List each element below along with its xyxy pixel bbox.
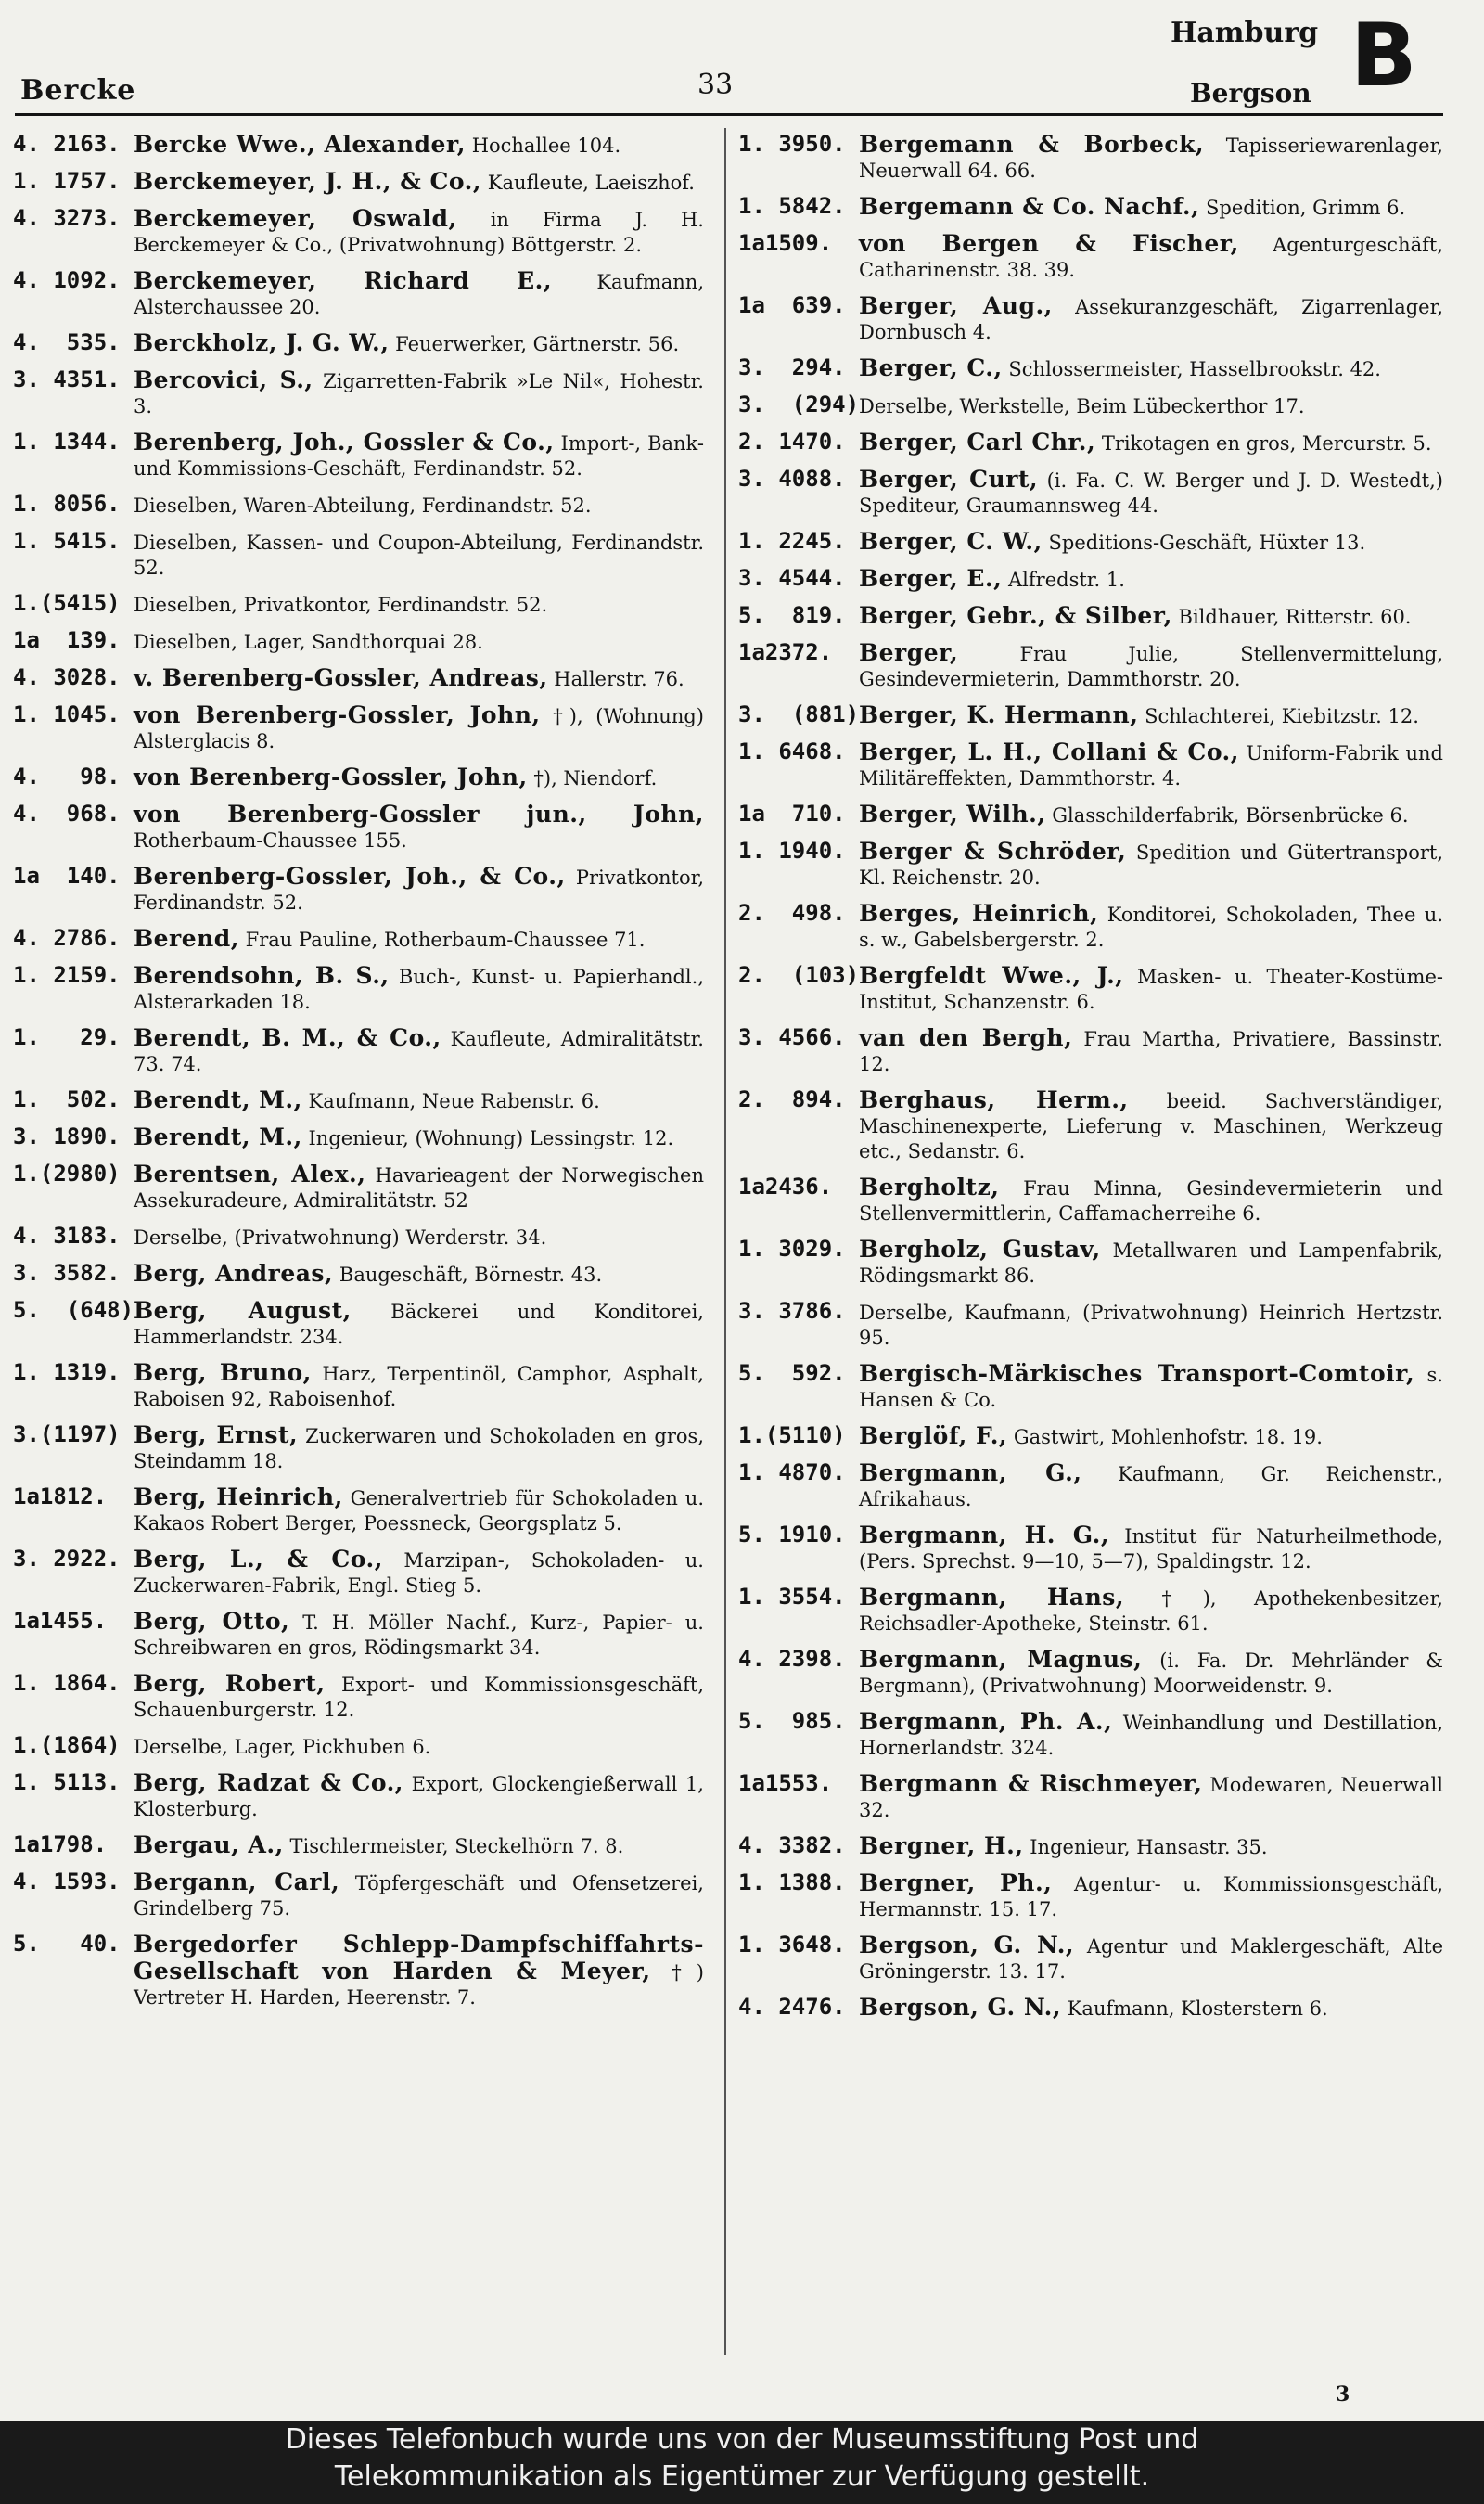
phone-number: 2. (103): [738, 962, 860, 988]
subscriber-name: Berger, Wilh.,: [859, 801, 1046, 828]
phone-number: 4. 3028.: [13, 664, 121, 690]
phone-number: 1.(5415): [13, 590, 121, 616]
subscriber-details: Bäckerei und Konditorei, Hammerlandstr. 234.: [134, 1301, 704, 1348]
directory-entry: [738, 1870, 1443, 1922]
subscriber-name: Bergmann, H. G.,: [859, 1522, 1110, 1548]
phone-number: 3. 3582.: [13, 1260, 121, 1286]
directory-entry: [738, 702, 1443, 729]
directory-entry: [738, 1709, 1443, 1761]
subscriber-details: Buch-, Kunst- u. Papierhandl., Alsterarkaden 18.: [134, 966, 704, 1013]
phone-number: 5. 592.: [738, 1360, 846, 1386]
phone-number: 5. 1910.: [738, 1522, 846, 1547]
phone-number: 2. 894.: [738, 1086, 846, 1112]
directory-entry: [13, 430, 704, 482]
subscriber-name: Berger, C. W.,: [859, 528, 1043, 555]
subscriber-details: Weinhandlung und Destillation, Hornerlandstr. 324.: [859, 1712, 1443, 1759]
directory-entry: [738, 1933, 1443, 1984]
subscriber-details: Rotherbaum-Chaussee 155.: [134, 829, 407, 852]
phone-number: 1. 3648.: [738, 1932, 846, 1958]
subscriber-name: Berg, Andreas,: [134, 1260, 334, 1287]
subscriber-details: Dieselben, Privatkontor, Ferdinandstr. 52.: [134, 594, 548, 616]
subscriber-details: in Firma J. H. Berckemeyer & Co., (Privatwohnung) Böttgerstr. 2.: [134, 209, 704, 256]
directory-entry: [13, 926, 704, 953]
subscriber-name: Berger & Schröder,: [859, 838, 1127, 865]
subscriber-details: Kaufmann, Neue Rabenstr. 6.: [308, 1090, 600, 1112]
directory-entry: [13, 628, 704, 655]
subscriber-details: Glasschilderfabrik, Börsenbrücke 6.: [1052, 804, 1409, 827]
page-number: 33: [697, 69, 734, 101]
phone-number: 1.(2980): [13, 1161, 121, 1187]
subscriber-details: Frau Pauline, Rotherbaum-Chaussee 71.: [245, 929, 646, 951]
subscriber-name: Bergmann, Ph. A.,: [859, 1708, 1113, 1735]
directory-entry: [738, 802, 1443, 828]
phone-number: 3. 1890.: [13, 1124, 121, 1149]
phone-number: 3. 4351.: [13, 366, 121, 392]
subscriber-details: Export, Glockengießerwall 1, Klosterburg.: [134, 1773, 704, 1820]
header-left-keyword: Bercke: [20, 74, 136, 107]
phone-number: 4. 2398.: [738, 1646, 846, 1672]
subscriber-name: Berghaus, Herm.,: [859, 1086, 1129, 1113]
directory-entry: [13, 764, 704, 791]
directory-entry: [738, 355, 1443, 382]
subscriber-details: Privatkontor, Ferdinandstr. 52.: [134, 867, 704, 914]
directory-entry: [738, 1299, 1443, 1351]
phone-number: 1a2372.: [738, 639, 833, 665]
subscriber-details: Schlachterei, Kiebitzstr. 12.: [1145, 705, 1419, 727]
subscriber-details: Export- und Kommissionsgeschäft, Schauenburgerstr. 12.: [134, 1674, 704, 1721]
directory-entry: [13, 1422, 704, 1474]
phone-number: 1. 1045.: [13, 701, 121, 727]
subscriber-details: Harz, Terpentinöl, Camphor, Asphalt, Raboisen 92, Raboisenhof.: [134, 1363, 704, 1410]
subscriber-details: Baugeschäft, Börnestr. 43.: [339, 1264, 603, 1286]
subscriber-details: Dieselben, Waren-Abteilung, Ferdinandstr. 52.: [134, 494, 592, 517]
phone-number: 5. 985.: [738, 1708, 846, 1734]
phone-number: 1. 8056.: [13, 491, 121, 517]
subscriber-details: Schlossermeister, Hasselbrookstr. 42.: [1008, 358, 1381, 380]
subscriber-name: Berger, E.,: [859, 565, 1003, 592]
left-column: [13, 132, 704, 2010]
phone-number: 1. 6468.: [738, 738, 846, 764]
directory-entry: [738, 467, 1443, 519]
subscriber-details: Gastwirt, Mohlenhofstr. 18. 19.: [1013, 1426, 1323, 1448]
subscriber-name: Berg, L., & Co.,: [134, 1546, 383, 1573]
subscriber-name: Berg, Bruno,: [134, 1359, 312, 1386]
subscriber-name: Bergholtz,: [859, 1174, 1000, 1201]
subscriber-details: Agenturgeschäft, Catharinenstr. 38. 39.: [859, 234, 1443, 281]
subscriber-details: Tapisseriewarenlager, Neuerwall 64. 66.: [859, 135, 1443, 182]
subscriber-name: Bergmann, Magnus,: [859, 1646, 1143, 1673]
subscriber-name: Bercke Wwe., Alexander,: [134, 131, 466, 158]
directory-entry: [738, 1361, 1443, 1413]
subscriber-details: Masken- u. Theater-Kostüme-Institut, Schanzenstr. 6.: [859, 966, 1443, 1013]
subscriber-details: Alfredstr. 1.: [1008, 569, 1125, 591]
subscriber-details: (i. Fa. C. W. Berger und J. D. Westedt,) Spediteur, Graumannsweg 44.: [859, 469, 1443, 517]
directory-entry: [13, 330, 704, 357]
phone-number: 1a 710.: [738, 801, 846, 827]
subscriber-details: T. H. Möller Nachf., Kurz-, Papier- u. Schreibwaren en gros, Rödingsmarkt 34.: [134, 1612, 704, 1659]
subscriber-name: Berckemeyer, J. H., & Co.,: [134, 168, 482, 195]
subscriber-details: Kaufmann, Gr. Reichenstr., Afrikahaus.: [859, 1463, 1443, 1510]
subscriber-name: Bergau, A.,: [134, 1831, 284, 1858]
subscriber-details: Speditions-Geschäft, Hüxter 13.: [1048, 532, 1366, 554]
directory-entry: [738, 1995, 1443, 2022]
subscriber-details: Marzipan-, Schokoladen- u. Zuckerwaren-Fabrik, Engl. Stieg 5.: [134, 1549, 704, 1597]
directory-entry: [738, 566, 1443, 593]
directory-entry: [738, 231, 1443, 283]
directory-entry: [738, 132, 1443, 184]
header-city: Hamburg: [1171, 17, 1319, 49]
directory-entry: [13, 864, 704, 916]
subscriber-name: Bergner, Ph.,: [859, 1869, 1053, 1896]
directory-entry: [738, 640, 1443, 692]
subscriber-name: Berglöf, F.,: [859, 1422, 1008, 1449]
directory-entry: [13, 802, 704, 854]
directory-entry: [13, 1261, 704, 1288]
directory-entry: [13, 591, 704, 618]
phone-number: 3. (294): [738, 392, 860, 417]
subscriber-name: Bergfeldt Wwe., J.,: [859, 962, 1124, 989]
subscriber-name: Berendt, B. M., & Co.,: [134, 1024, 441, 1051]
subscriber-details: Dieselben, Kassen- und Coupon-Abteilung, Ferdinandstr. 52.: [134, 532, 704, 579]
phone-number: 1. 1940.: [738, 838, 846, 864]
phone-number: 5. 40.: [13, 1931, 121, 1957]
phone-number: 1.(5110): [738, 1422, 846, 1448]
phone-number: 1. 2159.: [13, 962, 121, 988]
phone-number: 1. 4870.: [738, 1459, 846, 1485]
subscriber-name: Berger, K. Hermann,: [859, 701, 1139, 728]
directory-entry: [13, 1124, 704, 1151]
phone-number: 1. 3950.: [738, 131, 846, 157]
directory-entry: [738, 430, 1443, 456]
phone-number: 4. 3183.: [13, 1223, 121, 1249]
subscriber-details: Zigarretten-Fabrik »Le Nil«, Hohestr. 3.: [134, 370, 704, 417]
subscriber-details: Bildhauer, Ritterstr. 60.: [1178, 606, 1412, 628]
phone-number: 4. 2786.: [13, 925, 121, 951]
directory-entry: [13, 1932, 704, 2010]
subscriber-details: Derselbe, Kaufmann, (Privatwohnung) Heinrich Hertzstr. 95.: [859, 1302, 1443, 1349]
directory-entry: [13, 1360, 704, 1412]
phone-number: 1a1812.: [13, 1483, 108, 1509]
subscriber-details: Frau Martha, Privatiere, Bassinstr. 12.: [859, 1028, 1443, 1075]
subscriber-name: Berger, Aug.,: [859, 292, 1053, 319]
phone-number: 1a 639.: [738, 292, 846, 318]
subscriber-name: Berg, Ernst,: [134, 1421, 299, 1448]
subscriber-name: Berger, L. H., Collani & Co.,: [859, 738, 1239, 765]
subscriber-details: Hallerstr. 76.: [554, 668, 684, 690]
subscriber-name: von Bergen & Fischer,: [859, 230, 1239, 257]
phone-number: 4. 98.: [13, 764, 121, 790]
directory-entry: [738, 1585, 1443, 1637]
phone-number: 4. 3273.: [13, 205, 121, 231]
subscriber-name: Bergholz, Gustav,: [859, 1236, 1101, 1263]
directory-entry: [13, 367, 704, 419]
subscriber-name: Berg, Robert,: [134, 1670, 326, 1697]
phone-number: 1. 1864.: [13, 1670, 121, 1696]
phone-number: 1. 1319.: [13, 1359, 121, 1385]
phone-number: 3. (881): [738, 701, 860, 727]
phone-number: 3. 4566.: [738, 1024, 846, 1050]
subscriber-name: Berenberg-Gossler, Joh., & Co.,: [134, 863, 566, 890]
subscriber-details: Generalvertrieb für Schokoladen u. Kakaos Robert Berger, Poessneck, Georgsplatz 5.: [134, 1487, 704, 1535]
directory-entry: [13, 1224, 704, 1251]
footer-line-2: Telekommunikation als Eigentümer zur Verfügung gestellt.: [334, 2460, 1150, 2493]
subscriber-name: v. Berenberg-Gossler, Andreas,: [134, 664, 548, 691]
subscriber-name: Berenberg, Joh., Gossler & Co.,: [134, 429, 555, 456]
subscriber-details: Hochallee 104.: [471, 135, 621, 157]
directory-entry: [738, 1833, 1443, 1860]
subscriber-details: Kaufleute, Admiralitätstr. 73. 74.: [134, 1028, 704, 1075]
subscriber-details: Metallwaren und Lampenfabrik, Rödingsmarkt 86.: [859, 1239, 1443, 1287]
directory-entry: [738, 293, 1443, 345]
subscriber-details: Uniform-Fabrik und Militäreffekten, Dammthorstr. 4.: [859, 742, 1443, 790]
subscriber-details: (i. Fa. Dr. Mehrländer & Bergmann), (Privatwohnung) Moorweidenstr. 9.: [859, 1650, 1443, 1697]
phone-number: 4. 3382.: [738, 1832, 846, 1858]
subscriber-name: Berg, Otto,: [134, 1608, 290, 1635]
directory-entry: [13, 1162, 704, 1213]
directory-entry: [738, 839, 1443, 891]
phone-number: 1. 5842.: [738, 193, 846, 219]
phone-number: 4. 2476.: [738, 1994, 846, 2020]
directory-entry: [13, 1484, 704, 1536]
subscriber-name: Berg, Radzat & Co.,: [134, 1769, 403, 1796]
subscriber-name: Bergmann & Rischmeyer,: [859, 1770, 1203, 1797]
subscriber-name: Bergann, Carl,: [134, 1868, 340, 1895]
directory-entry: [738, 1647, 1443, 1699]
phone-number: 3. 4544.: [738, 565, 846, 591]
directory-entry: [13, 206, 704, 258]
subscriber-details: Derselbe, (Privatwohnung) Werderstr. 34.: [134, 1226, 547, 1249]
directory-entry: [738, 1423, 1443, 1450]
phone-number: 4. 968.: [13, 801, 121, 827]
subscriber-details: Tischlermeister, Steckelhörn 7. 8.: [289, 1835, 624, 1857]
phone-number: 2. 1470.: [738, 429, 846, 455]
directory-entry: [738, 392, 1443, 419]
directory-entry: [13, 1298, 704, 1350]
footer-line-1: Dieses Telefonbuch wurde uns von der Museumsstiftung Post und: [285, 2423, 1199, 2456]
subscriber-name: Berendt, M.,: [134, 1086, 302, 1113]
subscriber-details: Feuerwerker, Gärtnerstr. 56.: [395, 333, 680, 355]
subscriber-name: Bergner, H.,: [859, 1832, 1024, 1859]
phone-number: 4. 1593.: [13, 1868, 121, 1894]
subscriber-name: Bergson, G. N.,: [859, 1994, 1062, 2021]
subscriber-name: Bergisch-Märkisches Transport-Comtoir,: [859, 1360, 1415, 1387]
subscriber-name: Berges, Heinrich,: [859, 900, 1099, 927]
footer-page-mark: 3: [1336, 2382, 1350, 2407]
directory-entry: [13, 1671, 704, 1723]
subscriber-name: Berckholz, J. G. W.,: [134, 329, 390, 356]
subscriber-details: Derselbe, Lager, Pickhuben 6.: [134, 1736, 431, 1758]
subscriber-name: von Berenberg-Gossler, John,: [134, 764, 528, 790]
directory-entry: [13, 268, 704, 320]
subscriber-details: Kaufleute, Laeiszhof.: [487, 172, 695, 194]
subscriber-name: Berger, Gebr., & Silber,: [859, 602, 1172, 629]
directory-entry: [738, 1087, 1443, 1164]
section-letter: B: [1350, 6, 1417, 107]
phone-number: 4. 2163.: [13, 131, 121, 157]
directory-entry: [13, 665, 704, 692]
phone-number: 5. (648): [13, 1297, 134, 1323]
phone-number: 2. 498.: [738, 900, 846, 926]
subscriber-name: Berger,: [859, 639, 959, 666]
phone-number: 3. 4088.: [738, 466, 846, 492]
directory-entry: [738, 1025, 1443, 1077]
subscriber-name: Berendt, M.,: [134, 1124, 302, 1150]
subscriber-details: beeid. Sachverständiger, Maschinenexperte, Lieferung v. Maschinen, Werkzeug etc., Sedanstr. 6.: [859, 1090, 1444, 1162]
subscriber-details: †), Niendorf.: [533, 767, 658, 790]
phone-number: 1. 5415.: [13, 528, 121, 554]
directory-entry: [13, 963, 704, 1015]
archive-footer: [0, 2421, 1484, 2504]
phone-number: 5. 819.: [738, 602, 846, 628]
subscriber-name: Bergemann & Borbeck,: [859, 131, 1205, 158]
phone-number: 1a 139.: [13, 627, 121, 653]
subscriber-details: Kaufmann, Klosterstern 6.: [1067, 1997, 1328, 2020]
directory-entry: [13, 1770, 704, 1822]
subscriber-details: †), Apothekenbesitzer, Reichsadler-Apotheke, Steinstr. 61.: [859, 1587, 1443, 1635]
subscriber-details: †), (Wohnung) Alsterglacis 8.: [134, 705, 704, 752]
directory-entry: [13, 132, 704, 159]
directory-entry: [13, 529, 704, 581]
subscriber-details: Töpfergeschäft und Ofensetzerei, Grindelberg 75.: [134, 1872, 704, 1920]
directory-entry: [738, 1522, 1443, 1574]
phone-number: 3. 294.: [738, 354, 846, 380]
directory-entry: [738, 963, 1443, 1015]
phone-number: 1a1509.: [738, 230, 833, 256]
header-rule: [15, 113, 1443, 116]
phone-number: 1a2436.: [738, 1174, 833, 1200]
subscriber-name: von Berenberg-Gossler jun., John,: [134, 801, 704, 828]
subscriber-name: Berckemeyer, Oswald,: [134, 205, 457, 232]
directory-entry: [738, 901, 1443, 953]
phone-number: 3.(1197): [13, 1421, 121, 1447]
directory-entry: [13, 1609, 704, 1661]
subscriber-details: Trikotagen en gros, Mercurstr. 5.: [1101, 432, 1432, 455]
subscriber-details: Import-, Bank- und Kommissions-Geschäft, Ferdinandstr. 52.: [134, 432, 705, 480]
directory-entry: [13, 1547, 704, 1599]
phone-number: 1. 5113.: [13, 1769, 121, 1795]
subscriber-details: Zuckerwaren und Schokoladen en gros, Steindamm 18.: [134, 1425, 704, 1472]
directory-entry: [738, 739, 1443, 791]
subscriber-details: Institut für Naturheilmethode, (Pers. Sprechst. 9—10, 5—7), Spaldingstr. 12.: [859, 1525, 1443, 1573]
subscriber-details: Assekuranzgeschäft, Zigarrenlager, Dornbusch 4.: [859, 296, 1443, 343]
directory-entry: [738, 1460, 1443, 1512]
subscriber-details: Modewaren, Neuerwall 32.: [859, 1774, 1443, 1821]
subscriber-name: Berckemeyer, Richard E.,: [134, 267, 553, 294]
subscriber-details: Dieselben, Lager, Sandthorquai 28.: [134, 631, 483, 653]
subscriber-details: Derselbe, Werkstelle, Beim Lübeckerthor 17.: [859, 395, 1305, 417]
subscriber-name: Berg, Heinrich,: [134, 1483, 343, 1510]
subscriber-name: Berger, Curt,: [859, 466, 1039, 493]
phone-number: 3. 3786.: [738, 1298, 846, 1324]
directory-entry: [738, 1771, 1443, 1823]
subscriber-details: Spedition, Grimm 6.: [1206, 197, 1406, 219]
subscriber-details: Frau Julie, Stellenvermittelung, Gesindevermieterin, Dammthorstr. 20.: [859, 643, 1443, 690]
right-column: [738, 132, 1443, 2022]
subscriber-name: Berg, August,: [134, 1297, 352, 1324]
directory-entry: [13, 169, 704, 196]
subscriber-details: †) Vertreter H. Harden, Heerenstr. 7.: [134, 1961, 704, 2009]
phone-number: 1. 2245.: [738, 528, 846, 554]
subscriber-name: Bergemann & Co. Nachf.,: [859, 193, 1200, 220]
phone-number: 1a1553.: [738, 1770, 833, 1796]
directory-entry: [738, 529, 1443, 556]
subscriber-name: van den Bergh,: [859, 1024, 1073, 1051]
directory-entry: [738, 1175, 1443, 1226]
subscriber-details: Frau Minna, Gesindevermieterin und Stellenvermittlerin, Caffamacherreihe 6.: [859, 1177, 1443, 1225]
subscriber-details: Spedition und Gütertransport, Kl. Reichenstr. 20.: [859, 841, 1444, 889]
subscriber-details: Agentur und Maklergeschäft, Alte Gröningerstr. 13. 17.: [859, 1935, 1443, 1983]
directory-entry: [13, 1025, 704, 1077]
phone-number: 1. 3029.: [738, 1236, 846, 1262]
subscriber-details: Havarieagent der Norwegischen Assekuradeure, Admiralitätstr. 52: [134, 1164, 704, 1212]
directory-entry: [13, 702, 704, 754]
subscriber-name: Berend,: [134, 925, 239, 952]
phone-number: 1a1455.: [13, 1608, 108, 1634]
subscriber-name: von Berenberg-Gossler, John,: [134, 701, 541, 728]
phone-number: 3. 2922.: [13, 1546, 121, 1572]
directory-entry: [738, 1237, 1443, 1289]
directory-entry: [738, 194, 1443, 221]
phone-number: 1.(1864): [13, 1732, 121, 1758]
directory-entry: [13, 1733, 704, 1760]
subscriber-details: s. Hansen & Co.: [859, 1364, 1443, 1411]
directory-entry: [13, 1087, 704, 1114]
phone-number: 1. 1757.: [13, 168, 121, 194]
directory-entry: [13, 1869, 704, 1921]
subscriber-name: Bergmann, Hans,: [859, 1584, 1125, 1611]
subscriber-details: Ingenieur, (Wohnung) Lessingstr. 12.: [308, 1127, 674, 1149]
phone-number: 1. 502.: [13, 1086, 121, 1112]
phone-number: 1a 140.: [13, 863, 121, 889]
directory-entry: [13, 1832, 704, 1859]
phone-number: 1. 1344.: [13, 429, 121, 455]
phone-number: 4. 535.: [13, 329, 121, 355]
phone-number: 1. 1388.: [738, 1869, 846, 1895]
phone-number: 1. 29.: [13, 1024, 121, 1050]
phone-number: 4. 1092.: [13, 267, 121, 293]
subscriber-details: Konditorei, Schokoladen, Thee u. s. w., Gabelsbergerstr. 2.: [859, 904, 1444, 951]
subscriber-details: Ingenieur, Hansastr. 35.: [1030, 1836, 1268, 1858]
phone-number: 1a1798.: [13, 1831, 108, 1857]
subscriber-name: Bergmann, G.,: [859, 1459, 1082, 1486]
subscriber-name: Berendsohn, B. S.,: [134, 962, 390, 989]
header-right-keyword: Bergson: [1190, 78, 1311, 109]
subscriber-name: Berger, C.,: [859, 354, 1003, 381]
subscriber-details: Kaufmann, Alsterchaussee 20.: [134, 271, 704, 318]
subscriber-details: Agentur- u. Kommissionsgeschäft, Hermannstr. 15. 17.: [859, 1873, 1443, 1920]
subscriber-name: Bergedorfer Schlepp-Dampfschiffahrts-Gesellschaft von Harden & Meyer,: [134, 1931, 704, 1984]
column-divider: [724, 128, 726, 2355]
directory-entry: [738, 603, 1443, 630]
subscriber-name: Berentsen, Alex.,: [134, 1161, 366, 1188]
subscriber-name: Berger, Carl Chr.,: [859, 429, 1096, 456]
phone-number: 1. 3554.: [738, 1584, 846, 1610]
subscriber-name: Bercovici, S.,: [134, 366, 313, 393]
directory-entry: [13, 492, 704, 519]
subscriber-name: Bergson, G. N.,: [859, 1932, 1075, 1958]
